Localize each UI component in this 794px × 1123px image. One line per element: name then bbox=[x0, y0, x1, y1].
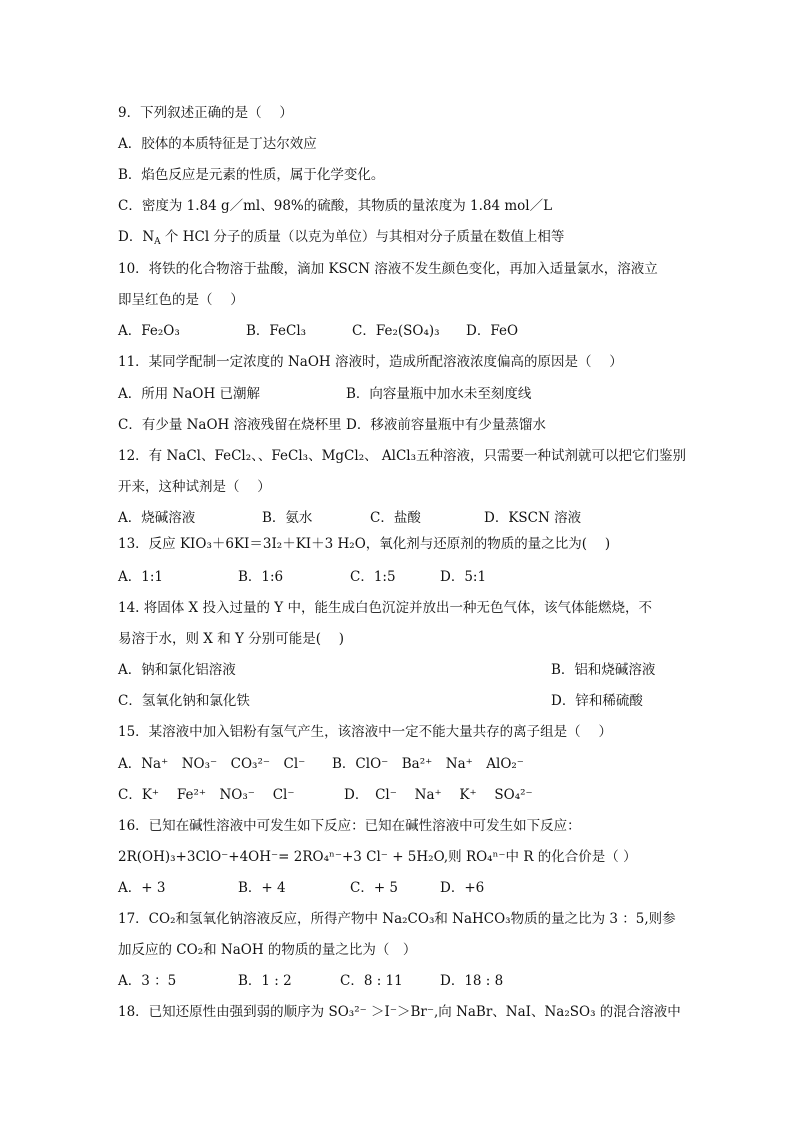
question-13-option-b: B．1:6 bbox=[238, 569, 284, 585]
question-9-option-d bbox=[118, 228, 564, 251]
question-10-option-b: B．FeCl₃ bbox=[246, 323, 307, 339]
question-11-option-c: C．有少量 NaOH 溶液残留在烧杯里 bbox=[118, 417, 342, 433]
question-13-stem: 13．反应 KIO₃＋6KI＝3I₂＋KI＋3 H₂O，氧化剂与还原剂的物质的量之比为( ) bbox=[118, 536, 611, 552]
question-9-option-d-prefix: D．N bbox=[118, 229, 155, 245]
question-17-option-b: B．1 : 2 bbox=[238, 973, 292, 989]
question-13-option-a: A．1:1 bbox=[118, 569, 163, 585]
question-10-option-d: D．FeO bbox=[466, 323, 519, 339]
question-12-option-b: B．氨水 bbox=[262, 510, 313, 526]
question-10-stem-line-1: 10．将铁的化合物溶于盐酸，滴加 KSCN 溶液不发生颜色变化，再加入适量氯水，溶液立 bbox=[118, 261, 658, 277]
question-16-option-b: B．+ 4 bbox=[238, 880, 286, 896]
question-18-stem: 18．已知还原性由强到弱的顺序为 SO₃²⁻ ＞I⁻＞Br⁻,向 NaBr、NaI、Na₂SO₃ 的混合溶液中 bbox=[118, 1004, 681, 1020]
question-9-option-b: B．焰色反应是元素的性质，属于化学变化。 bbox=[118, 167, 385, 183]
question-17-option-a: A．3 ：5 bbox=[118, 973, 177, 989]
question-9-option-d-subscript: A bbox=[154, 237, 161, 247]
question-10-stem-line-2: 即呈红色的是（ ） bbox=[118, 292, 244, 308]
question-13-option-d: D．5:1 bbox=[440, 569, 487, 585]
question-12-stem-line-2: 开来，这种试剂是（ ） bbox=[118, 479, 271, 495]
question-15-option-d: D． Cl⁻ Na⁺ K⁺ SO₄²⁻ bbox=[344, 787, 533, 803]
question-16-option-c: C．+ 5 bbox=[350, 880, 399, 896]
question-11-option-d: D．移液前容量瓶中有少量蒸馏水 bbox=[346, 417, 546, 433]
question-13-option-c: C．1:5 bbox=[350, 569, 396, 585]
question-17-stem-line-2: 加反应的 CO₂和 NaOH 的物质的量之比为（ ） bbox=[118, 942, 417, 958]
question-16-stem-line-1: 16．已知在碱性溶液中可发生如下反应：已知在碱性溶液中可发生如下反应： bbox=[118, 818, 581, 834]
question-11-stem: 11．某同学配制一定浓度的 NaOH 溶液时，造成所配溶液浓度偏高的原因是（ ） bbox=[118, 354, 623, 370]
question-14-stem-line-2: 易溶于水，则 X 和 Y 分别可能是( ) bbox=[118, 631, 345, 647]
question-11-option-b: B．向容量瓶中加水未至刻度线 bbox=[346, 386, 532, 402]
question-17-stem-line-1: 17．CO₂和氢氧化钠溶液反应，所得产物中 Na₂CO₃和 NaHCO₃物质的量之比为 3 ：5,则参 bbox=[118, 911, 676, 927]
question-14-option-d: D．锌和稀硫酸 bbox=[551, 693, 643, 709]
question-16-option-d: D．+6 bbox=[440, 880, 485, 896]
question-10-option-c: C．Fe₂(SO₄)₃ bbox=[352, 323, 440, 339]
question-12-option-d: D．KSCN 溶液 bbox=[484, 510, 582, 526]
question-9-option-c: C．密度为 1.84 g／ml、98%的硫酸，其物质的量浓度为 1.84 mol／L bbox=[118, 198, 553, 214]
question-16-stem-line-2: 2R(OH)₃+3ClO⁻+4OH⁻= 2RO₄ⁿ⁻+3 Cl⁻ + 5H₂O,则 RO₄ⁿ⁻中 R 的化合价是（ ） bbox=[118, 849, 637, 865]
question-17-option-c: C．8 : 11 bbox=[340, 973, 403, 989]
question-9-option-d-text: 个 HCl 分子的质量（以克为单位）与其相对分子质量在数值上相等 bbox=[160, 229, 565, 245]
question-14-option-c: C．氢氧化钠和氯化铁 bbox=[118, 693, 250, 709]
question-17-option-d: D．18 : 8 bbox=[440, 973, 504, 989]
question-15-option-a: A．Na⁺ NO₃⁻ CO₃²⁻ Cl⁻ bbox=[118, 756, 306, 772]
question-14-option-a: A．钠和氯化铝溶液 bbox=[118, 662, 236, 678]
question-12-option-a: A．烧碱溶液 bbox=[118, 510, 196, 526]
question-11-option-a: A．所用 NaOH 已潮解 bbox=[118, 386, 261, 402]
question-14-option-b: B．铝和烧碱溶液 bbox=[551, 662, 656, 678]
question-12-option-c: C．盐酸 bbox=[370, 510, 421, 526]
question-12-stem-line-1: 12．有 NaCl、FeCl₂、、FeCl₃、MgCl₂、 AlCl₃五种溶液，只需要一种试剂就可以把它们鉴别 bbox=[118, 448, 687, 464]
question-16-option-a: A．+ 3 bbox=[118, 880, 166, 896]
question-15-option-b: B．ClO⁻ Ba²⁺ Na⁺ AlO₂⁻ bbox=[332, 756, 524, 772]
question-14-stem-line-1: 14. 将固体 X 投入过量的 Y 中，能生成白色沉淀并放出一种无色气体，该气体能燃烧，不 bbox=[118, 600, 652, 616]
question-10-option-a: A．Fe₂O₃ bbox=[118, 323, 180, 339]
question-15-stem: 15．某溶液中加入铝粉有氢气产生，该溶液中一定不能大量共存的离子组是（ ） bbox=[118, 724, 612, 740]
question-15-option-c: C．K⁺ Fe²⁺ NO₃⁻ Cl⁻ bbox=[118, 787, 295, 803]
question-9-stem: 9．下列叙述正确的是（ ） bbox=[118, 105, 293, 121]
question-9-option-a: A．胶体的本质特征是丁达尔效应 bbox=[118, 136, 317, 152]
